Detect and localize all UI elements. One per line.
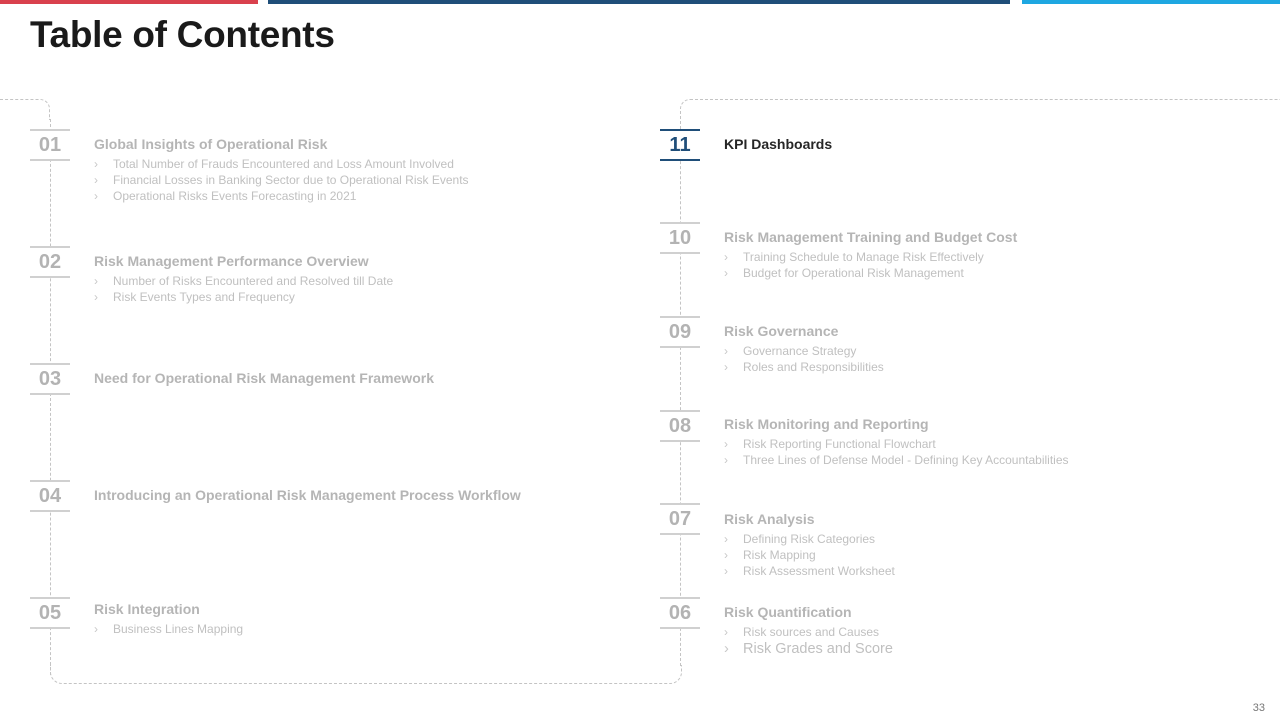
toc-item-title: Risk Monitoring and Reporting bbox=[724, 416, 929, 432]
toc-bullet: › Risk Assessment Worksheet bbox=[724, 563, 1264, 579]
toc-item-02[interactable] bbox=[94, 252, 634, 305]
section-number-06: 06 bbox=[660, 597, 700, 629]
toc-bullet: › Risk Events Types and Frequency bbox=[94, 289, 634, 305]
toc-item-03[interactable] bbox=[94, 369, 634, 387]
toc-item-05[interactable] bbox=[94, 600, 634, 637]
section-number-11: 11 bbox=[660, 129, 700, 161]
toc-bullet: › Defining Risk Categories bbox=[724, 531, 1264, 547]
toc-bullet: › Operational Risks Events Forecasting in 2021 bbox=[94, 188, 634, 204]
toc-item-bullets bbox=[94, 621, 634, 637]
toc-item-title: Risk Governance bbox=[724, 323, 839, 339]
timeline-connector-bottom bbox=[50, 665, 682, 684]
toc-item-04[interactable] bbox=[94, 486, 634, 504]
section-number-10: 10 bbox=[660, 222, 700, 254]
toc-bullet: › Roles and Responsibilities bbox=[724, 359, 1264, 375]
toc-item-06[interactable] bbox=[724, 603, 1264, 658]
toc-bullet: › Business Lines Mapping bbox=[94, 621, 634, 637]
toc-item-title: Introducing an Operational Risk Management Process Workflow bbox=[94, 487, 521, 503]
toc-item-bullets bbox=[724, 343, 1264, 375]
toc-item-title: Risk Management Training and Budget Cost bbox=[724, 229, 1018, 245]
toc-item-01[interactable] bbox=[94, 135, 634, 204]
section-number-04: 04 bbox=[30, 480, 70, 512]
timeline-line-right bbox=[680, 116, 681, 666]
toc-item-title: Need for Operational Risk Management Framework bbox=[94, 370, 434, 386]
section-number-03: 03 bbox=[30, 363, 70, 395]
toc-item-title: Risk Quantification bbox=[724, 604, 852, 620]
toc-item-07[interactable] bbox=[724, 510, 1264, 579]
section-number-05: 05 bbox=[30, 597, 70, 629]
toc-bullet: › Risk sources and Causes bbox=[724, 624, 1264, 640]
toc-item-bullets bbox=[724, 624, 1264, 658]
timeline-line-left bbox=[50, 119, 51, 675]
top-accent-bar-red bbox=[0, 0, 258, 4]
toc-item-11[interactable] bbox=[724, 135, 1264, 153]
section-number-08: 08 bbox=[660, 410, 700, 442]
page-title: Table of Contents bbox=[30, 14, 335, 55]
section-number-01: 01 bbox=[30, 129, 70, 161]
toc-item-bullets bbox=[94, 156, 634, 204]
toc-item-10[interactable] bbox=[724, 228, 1264, 281]
toc-bullet: › Number of Risks Encountered and Resolved till Date bbox=[94, 273, 634, 289]
toc-bullet: › Training Schedule to Manage Risk Effectively bbox=[724, 249, 1264, 265]
timeline-connector-right-top bbox=[680, 99, 1280, 120]
toc-item-title: Risk Analysis bbox=[724, 511, 815, 527]
toc-bullet: › Risk Grades and Score bbox=[724, 640, 1264, 658]
toc-item-bullets bbox=[724, 531, 1264, 579]
timeline-connector-left-top bbox=[0, 99, 50, 120]
toc-bullet: › Risk Mapping bbox=[724, 547, 1264, 563]
top-accent-bar-cyan bbox=[1022, 0, 1280, 4]
toc-item-title: Risk Integration bbox=[94, 601, 200, 617]
toc-bullet: › Financial Losses in Banking Sector due to Operational Risk Events bbox=[94, 172, 634, 188]
toc-bullet: › Budget for Operational Risk Management bbox=[724, 265, 1264, 281]
toc-item-bullets bbox=[94, 273, 634, 305]
toc-item-bullets bbox=[724, 249, 1264, 281]
toc-item-08[interactable] bbox=[724, 415, 1264, 468]
top-accent-bar-navy bbox=[268, 0, 1010, 4]
toc-bullet: › Governance Strategy bbox=[724, 343, 1264, 359]
toc-item-title: Global Insights of Operational Risk bbox=[94, 136, 328, 152]
toc-item-09[interactable] bbox=[724, 322, 1264, 375]
section-number-09: 09 bbox=[660, 316, 700, 348]
section-number-07: 07 bbox=[660, 503, 700, 535]
toc-item-title: Risk Management Performance Overview bbox=[94, 253, 369, 269]
toc-bullet: › Total Number of Frauds Encountered and Loss Amount Involved bbox=[94, 156, 634, 172]
toc-item-bullets bbox=[724, 436, 1264, 468]
toc-item-title: KPI Dashboards bbox=[724, 136, 833, 152]
toc-bullet: › Three Lines of Defense Model - Defining Key Accountabilities bbox=[724, 452, 1264, 468]
section-number-02: 02 bbox=[30, 246, 70, 278]
page-number: 33 bbox=[1252, 702, 1265, 714]
toc-bullet: › Risk Reporting Functional Flowchart bbox=[724, 436, 1264, 452]
